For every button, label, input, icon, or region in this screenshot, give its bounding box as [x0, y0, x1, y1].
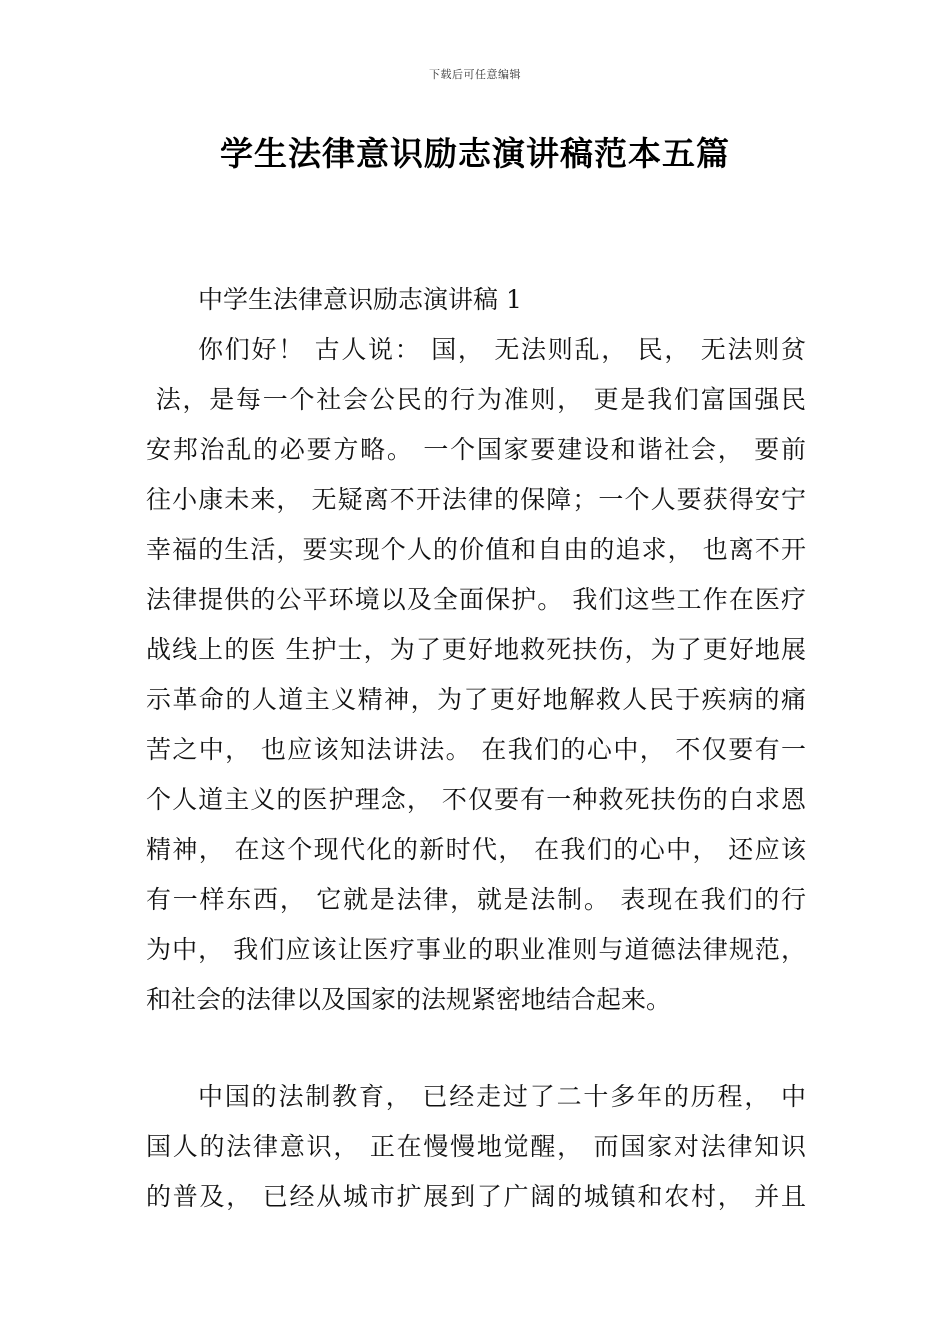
paragraph-line: 有一样东西， 它就是法律，就是法制。 表现在我们的行: [146, 885, 806, 914]
paragraph-line: 你们好！ 古人说： 国， 无法则乱， 民， 无法则贫: [198, 335, 806, 364]
section-heading: 中学生法律意识励志演讲稿 1: [198, 285, 522, 314]
section-1: [146, 275, 806, 1025]
paragraph-line: 精神， 在这个现代化的新时代， 在我们的心中， 还应该: [146, 835, 806, 864]
paragraph-line: 幸福的生活，要实现个人的价值和自由的追求， 也离不开: [146, 535, 806, 564]
paragraph-line: 法，是每一个社会公民的行为准则， 更是我们富国强民: [146, 385, 806, 414]
paragraph-line: 和社会的法律以及国家的法规紧密地结合起来。: [146, 985, 672, 1014]
document-title: 学生法律意识励志演讲稿范本五篇: [220, 134, 730, 173]
paragraph-line: 法律提供的公平环境以及全面保护。 我们这些工作在医疗: [146, 585, 806, 614]
paragraph-line: 安邦治乱的必要方略。 一个国家要建设和谐社会， 要前: [146, 435, 806, 464]
paragraph-line: 苦之中， 也应该知法讲法。 在我们的心中， 不仅要有一: [146, 735, 806, 764]
paragraph-line: 的普及， 已经从城市扩展到了广阔的城镇和农村， 并且: [146, 1182, 806, 1211]
paragraph-line: 战线上的医 生护士，为了更好地救死扶伤，为了更好地展: [146, 635, 806, 664]
paragraph-line: 示革命的人道主义精神，为了更好地解救人民于疾病的痛: [146, 685, 806, 714]
header-note: 下载后可任意编辑: [429, 68, 521, 81]
paragraph-line: 国人的法律意识， 正在慢慢地觉醒， 而国家对法律知识: [146, 1132, 806, 1161]
section-2: [146, 1072, 806, 1222]
paragraph-line: 往小康未来， 无疑离不开法律的保障；一个人要获得安宁: [146, 485, 806, 514]
paragraph-line: 个人道主义的医护理念， 不仅要有一种救死扶伤的白求恩: [146, 785, 806, 814]
paragraph-line: 中国的法制教育， 已经走过了二十多年的历程， 中: [198, 1082, 806, 1111]
paragraph-line: 为中， 我们应该让医疗事业的职业准则与道德法律规范，: [146, 935, 806, 964]
